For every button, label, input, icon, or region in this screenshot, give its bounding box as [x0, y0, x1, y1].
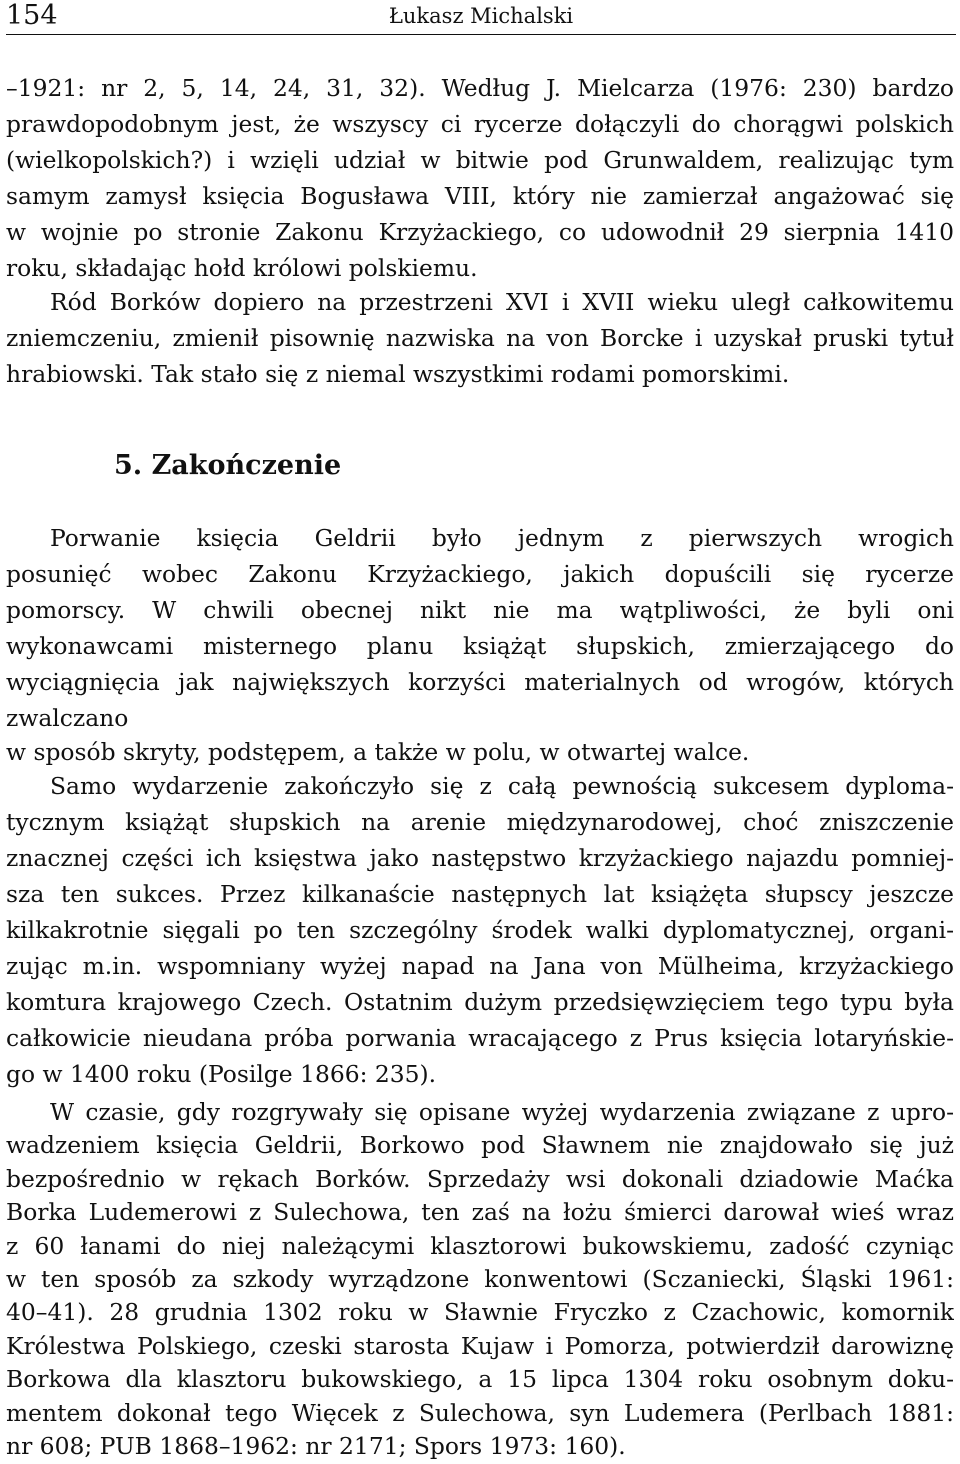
text-line: roku, składając hołd królowi polskiemu. [6, 254, 478, 282]
text-line: zwalczano [6, 704, 129, 732]
text-line: z 60 łanami do niej należącymi klasztorowi bukowskiemu, zadość czyniąc [6, 1231, 954, 1260]
text-line: Królestwa Polskiego, czeski starosta Kujaw i Pomorza, potwierdził darowiznę [6, 1331, 954, 1360]
text-line: posunięć wobec Zakonu Krzyżackiego, jakich dopuścili się rycerze [6, 560, 954, 588]
text-line: –1921: nr 2, 5, 14, 24, 31, 32). Według J. Mielcarza (1976: 230) bardzo [6, 74, 954, 102]
text-line: w ten sposób za szkody wyrządzone konwentowi (Sczaniecki, Śląski 1961: [6, 1265, 954, 1293]
text-line: prawdopodobnym jest, że wszyscy ci rycerze dołączyli do chorągwi polskich [6, 110, 954, 138]
text-line: sza ten sukces. Przez kilkanaście następnych lat książęta słupscy jeszcze [6, 880, 954, 908]
text-line: bezpośrednio w rękach Borków. Sprzedaży wsi dokonali dziadowie Maćka [6, 1164, 954, 1193]
text-line: w sposób skryty, podstępem, a także w polu, w otwartej walce. [6, 738, 750, 766]
text-line: Porwanie księcia Geldrii było jednym z pierwszych wrogich [50, 524, 954, 552]
text-line: Borkowa dla klasztoru bukowskiego, a 15 lipca 1304 roku osobnym doku- [6, 1365, 954, 1394]
text-line: mentem dokonał tego Więcek z Sulechowa, syn Ludemera (Perlbach 1881: [6, 1398, 954, 1427]
text-line: Ród Borków dopiero na przestrzeni XVI i XVII wieku uległ całkowitemu [50, 288, 954, 316]
page-header [6, 0, 956, 35]
text-line: hrabiowski. Tak stało się z niemal wszystkimi rodami pomorskimi. [6, 360, 790, 388]
text-line: W czasie, gdy rozgrywały się opisane wyżej wydarzenia związane z upro- [50, 1098, 954, 1126]
text-line: go w 1400 roku (Posilge 1866: 235). [6, 1060, 437, 1088]
text-line: zniemczeniu, zmienił pisownię nazwiska na von Borcke i uzyskał pruski tytuł [6, 324, 954, 352]
text-line: tycznym książąt słupskich na arenie międzynarodowej, choć zniszczenie [6, 808, 954, 836]
text-line: komtura krajowego Czech. Ostatnim dużym przedsięwzięciem tego typu była [6, 988, 954, 1016]
section-heading: 5. Zakończenie [114, 450, 342, 481]
text-line: całkowicie nieudana próba porwania wracającego z Prus księcia lotaryńskie- [6, 1024, 954, 1052]
text-line: Samo wydarzenie zakończyło się z całą pewnością sukcesem dyploma- [50, 772, 954, 800]
text-line: zując m.in. wspomniany wyżej napad na Jana von Mülheima, krzyżackiego [6, 952, 954, 980]
text-line: samym zamysł księcia Bogusława VIII, który nie zamierzał angażować się [6, 182, 954, 210]
text-line: w wojnie po stronie Zakonu Krzyżackiego, co udowodnił 29 sierpnia 1410 [6, 218, 954, 246]
page-number: 154 [6, 0, 58, 31]
text-line: wyciągnięcia jak największych korzyści materialnych od wrogów, których [6, 668, 954, 696]
text-line: wadzeniem księcia Geldrii, Borkowo pod Sławnem nie znajdowało się już [6, 1131, 954, 1160]
text-line: kilkakrotnie sięgali po ten szczególny środek walki dyplomatycznej, organi- [6, 916, 954, 944]
text-line: wykonawcami misternego planu książąt słupskich, zmierzającego do [6, 632, 954, 660]
text-line: pomorscy. W chwili obecnej nikt nie ma wątpliwości, że byli oni [6, 596, 954, 624]
text-line: nr 608; PUB 1868–1962: nr 2171; Spors 1973: 160). [6, 1432, 626, 1460]
text-line: Borka Ludemerowi z Sulechowa, ten zaś na łożu śmierci darował wieś wraz [6, 1198, 954, 1227]
text-line: znacznej części ich księstwa jako następstwo krzyżackiego najazdu pomniej- [6, 844, 954, 872]
text-line: 40–41). 28 grudnia 1302 roku w Sławnie Fryczko z Czachowic, komornik [6, 1298, 954, 1327]
text-line: (wielkopolskich?) i wzięli udział w bitwie pod Grunwaldem, realizując tym [6, 146, 954, 174]
running-head: Łukasz Michalski [388, 4, 574, 28]
